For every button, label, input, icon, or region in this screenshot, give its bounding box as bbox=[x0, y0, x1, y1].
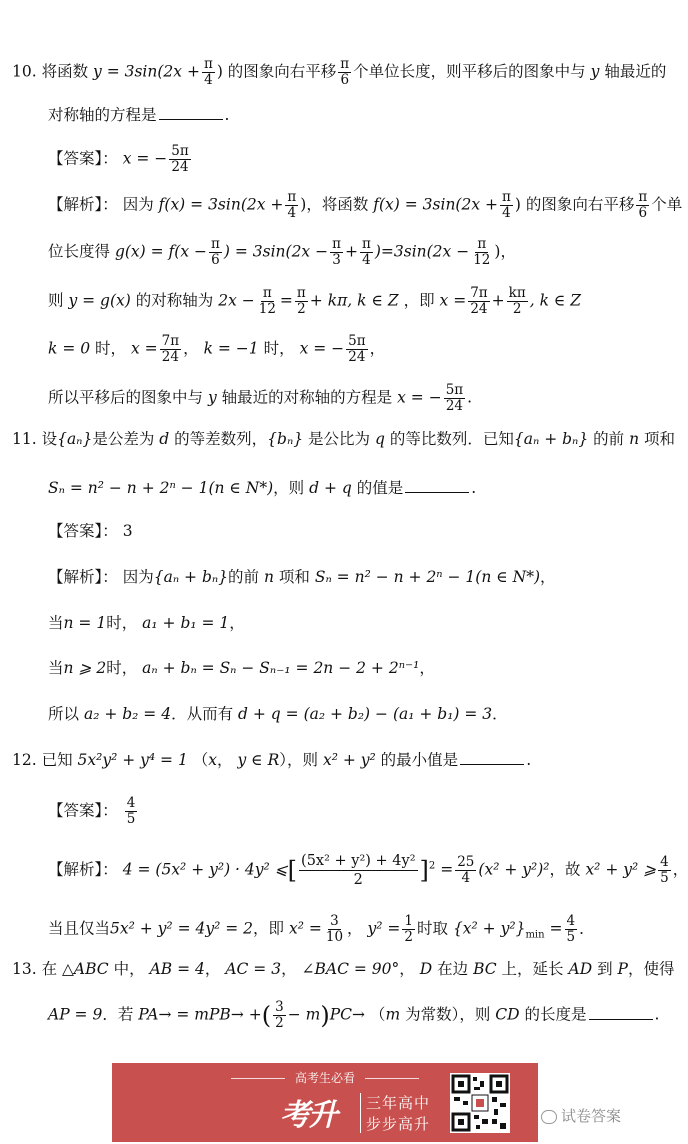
q10-formula: x = bbox=[439, 291, 467, 310]
fraction: $\frac{5\pi}{24}$ bbox=[445, 382, 464, 414]
q10-text: 轴最近的 bbox=[604, 62, 667, 81]
q12-text: ． bbox=[579, 919, 595, 938]
q10-formula: y = 3sin(2x + bbox=[93, 62, 200, 81]
fraction: $\frac{4}{5}$ bbox=[660, 854, 669, 886]
qr-code-graphic bbox=[450, 1073, 510, 1133]
q12-formula: x² = bbox=[288, 919, 322, 938]
q10-text: 位长度得 bbox=[48, 242, 111, 261]
fraction: $\frac{5\pi}{24}$ bbox=[348, 333, 366, 365]
answer-blank bbox=[589, 1005, 653, 1020]
q11-analysis-4 bbox=[48, 703, 508, 725]
q13-formula: PC→ bbox=[329, 1005, 365, 1024]
q10-formula: f(x) = 3sin(2x + bbox=[158, 195, 284, 214]
fraction: $\frac{\pi}{12}$ bbox=[473, 236, 491, 268]
fraction: $\frac{5\pi}{24}$ bbox=[171, 143, 189, 175]
qr-code-icon[interactable] bbox=[450, 1073, 510, 1133]
q13-text: 在边 bbox=[437, 960, 469, 978]
q11-text: 的前 bbox=[593, 430, 625, 448]
brand-logo: 考升 bbox=[280, 1098, 336, 1133]
q10-analysis-4 bbox=[48, 334, 385, 365]
q11-text: 时， bbox=[106, 614, 138, 632]
period: . bbox=[471, 479, 477, 497]
fraction: $\frac{25}{4}$ bbox=[457, 854, 475, 886]
slogan-line-2: 步步高升 bbox=[366, 1115, 431, 1133]
q10-text: ， bbox=[183, 339, 199, 358]
q11-text: ， bbox=[540, 568, 556, 586]
q12-text: ），则 bbox=[279, 751, 319, 769]
q10-text: ) 的图象向右平移 bbox=[514, 195, 635, 214]
q11-text: 11. 设 bbox=[12, 430, 58, 448]
q13-text: 13. 在 bbox=[12, 960, 58, 978]
q13-text: 中， bbox=[113, 960, 145, 978]
q11-line-1 bbox=[12, 428, 675, 450]
q13-var: AD bbox=[568, 960, 593, 978]
fraction: $\frac{\pi}{6}$ bbox=[211, 236, 220, 268]
q10-text: 所以平移后的图象中与 bbox=[48, 388, 204, 407]
q11-var: n bbox=[629, 430, 640, 448]
q12-formula: y ∈ R bbox=[237, 751, 280, 769]
left-paren: ( bbox=[261, 1001, 272, 1030]
q11-formula: a₂ + b₂ = 4 bbox=[83, 705, 172, 723]
q13-var: P bbox=[617, 960, 628, 978]
q11-text: 项和 bbox=[644, 430, 676, 448]
q12-text: ，故 bbox=[549, 860, 581, 879]
q10-line-1 bbox=[12, 57, 666, 88]
q10-text: 的对称轴为 bbox=[135, 291, 214, 310]
q12-text: 时取 bbox=[416, 919, 448, 938]
q13-formula: AB = 4 bbox=[149, 960, 205, 978]
answer-blank bbox=[159, 105, 223, 120]
watermark-text: 试卷答案 bbox=[561, 1107, 622, 1125]
watermark bbox=[541, 1105, 621, 1126]
answer-value: $\frac{4}{5}$ bbox=[126, 795, 136, 827]
answer-value: x = − bbox=[122, 149, 168, 168]
analysis-label: 【解析】： bbox=[48, 568, 118, 586]
q12-formula: x² + y² bbox=[322, 751, 376, 769]
answer-blank bbox=[405, 478, 469, 493]
q11-text: 当 bbox=[48, 659, 64, 677]
q11-var: d bbox=[159, 430, 170, 448]
fraction: $\frac{\pi}{2}$ bbox=[296, 285, 306, 317]
banner-top-text: 高考生必看 bbox=[294, 1071, 355, 1085]
q11-analysis-2 bbox=[48, 612, 245, 634]
q13-text: ， bbox=[281, 960, 297, 978]
fraction: $\frac{3}{10}$ bbox=[325, 913, 344, 945]
q10-formula: , k ∈ Z bbox=[529, 291, 582, 310]
q13-formula: AP = 9 bbox=[48, 1005, 103, 1024]
q10-text: 轴最近的对称轴的方程是 bbox=[221, 388, 393, 407]
q10-formula: 2x − bbox=[218, 291, 255, 310]
q12-line-1 bbox=[12, 749, 531, 771]
q11-text: 是公比为 bbox=[308, 430, 371, 448]
q10-formula: k = 0 bbox=[48, 339, 91, 358]
q11-formula: {bₙ} bbox=[267, 430, 304, 448]
q10-var: y bbox=[590, 62, 600, 81]
q10-text: ，即 bbox=[403, 291, 435, 310]
q12-text: 的最小值是 bbox=[380, 751, 459, 769]
period: . bbox=[526, 751, 532, 769]
period: . bbox=[224, 106, 230, 124]
q11-formula: a₁ + b₁ = 1 bbox=[142, 614, 230, 632]
q11-text: 时， bbox=[106, 659, 138, 677]
q10-analysis-3 bbox=[48, 286, 581, 317]
q11-text: 项和 bbox=[278, 568, 310, 586]
q13-var: m bbox=[385, 1005, 401, 1024]
q10-var: y bbox=[207, 388, 217, 407]
q10-analysis-2 bbox=[48, 237, 516, 268]
q12-formula: = bbox=[440, 860, 454, 879]
q12-formula: y² = bbox=[367, 919, 401, 938]
answer-value: 3 bbox=[122, 522, 133, 540]
q11-text: ． bbox=[492, 705, 508, 723]
promo-banner[interactable] bbox=[112, 1063, 538, 1142]
q11-formula: {aₙ + bₙ} bbox=[153, 568, 229, 586]
q11-text: ， bbox=[229, 614, 245, 632]
q10-text: 时， bbox=[95, 339, 127, 358]
q12-text: ， bbox=[347, 919, 363, 938]
period: . bbox=[654, 1005, 660, 1024]
q12-formula: {x² + y²} bbox=[452, 919, 526, 938]
divider bbox=[360, 1093, 361, 1133]
q13-line-1 bbox=[12, 958, 674, 980]
q13-var: BC bbox=[473, 960, 497, 978]
q11-text: 的值是 bbox=[356, 479, 404, 497]
q10-line-2 bbox=[48, 104, 229, 126]
q12-text: 当且仅当 bbox=[48, 919, 111, 938]
q12-text: ，即 bbox=[253, 919, 285, 938]
fraction: $\frac{3}{2}$ bbox=[275, 999, 284, 1031]
q10-formula: x = − bbox=[397, 388, 442, 407]
exponent: 2 bbox=[428, 860, 436, 872]
q10-formula: k = −1 bbox=[203, 339, 259, 358]
q10-text: 10. 将函数 bbox=[12, 62, 89, 81]
divider bbox=[231, 1078, 285, 1079]
q13-text: ，使得 bbox=[627, 960, 675, 978]
q10-formula: x = − bbox=[299, 339, 345, 358]
q10-text: ) 的图象向右平移 bbox=[216, 62, 337, 81]
q11-text: ．从而有 bbox=[171, 705, 234, 723]
q12-var: x bbox=[208, 751, 218, 769]
q12-formula: 4 = (5x² + y²) · 4y² ⩽ bbox=[122, 860, 288, 879]
q10-formula: + bbox=[344, 242, 358, 261]
q13-text: ．若 bbox=[102, 1005, 134, 1024]
slogan-line-1: 三年高中 bbox=[366, 1094, 431, 1112]
q10-formula: ) = 3sin(2x − bbox=[223, 242, 329, 261]
q12-analysis-1 bbox=[48, 852, 688, 889]
fraction: $\frac{7\pi}{24}$ bbox=[161, 333, 180, 365]
q10-text: )， bbox=[494, 242, 516, 261]
q10-formula: )=3sin(2x − bbox=[374, 242, 470, 261]
q11-text: 的等比数列．已知 bbox=[389, 430, 514, 448]
q13-var: CD bbox=[495, 1005, 520, 1024]
q10-formula: = bbox=[279, 291, 293, 310]
q11-answer bbox=[48, 520, 133, 542]
q12-formula: (x² + y²)² bbox=[478, 860, 550, 879]
q11-formula: d + q bbox=[309, 479, 352, 497]
q11-text: 的等差数列， bbox=[174, 430, 268, 448]
q11-text: 当 bbox=[48, 614, 64, 632]
q11-formula: Sₙ = n² − n + 2ⁿ − 1(n ∈ N*) bbox=[314, 568, 541, 586]
answer-label: 【答案】： bbox=[48, 522, 118, 540]
fraction: $\frac{1}{2}$ bbox=[404, 913, 413, 945]
q10-formula: + kπ, k ∈ Z bbox=[309, 291, 399, 310]
q13-formula: ∠BAC = 90° bbox=[301, 960, 400, 978]
q13-text: ， bbox=[399, 960, 415, 978]
fraction: $\frac{\pi}{4}$ bbox=[203, 56, 213, 88]
q11-var: n bbox=[263, 568, 274, 586]
q13-text: 的长度是 bbox=[524, 1005, 587, 1024]
q11-formula: {aₙ} bbox=[57, 430, 93, 448]
q10-text: )，将函数 bbox=[300, 195, 369, 214]
q10-text: 对称轴的方程是 bbox=[48, 106, 157, 124]
q13-formula: − m bbox=[287, 1005, 321, 1024]
q11-text: ， bbox=[419, 659, 435, 677]
q11-var: q bbox=[375, 430, 385, 448]
fraction: $\frac{4}{5}$ bbox=[566, 913, 576, 945]
q11-formula: aₙ + bₙ = Sₙ − Sₙ₋₁ = 2n − 2 + 2ⁿ⁻¹ bbox=[142, 659, 420, 677]
wechat-icon bbox=[541, 1110, 557, 1124]
analysis-label: 【解析】： bbox=[48, 860, 118, 879]
q12-formula: x² + y² ⩾ bbox=[585, 860, 657, 879]
q13-line-2 bbox=[48, 1000, 659, 1031]
fraction: $\frac{\pi}{4}$ bbox=[287, 189, 297, 221]
fraction: $\frac{\pi}{6}$ bbox=[340, 56, 350, 88]
q13-text: 到 bbox=[597, 960, 613, 978]
q11-text: 是公差为 bbox=[92, 430, 155, 448]
q10-formula: f(x) = 3sin(2x + bbox=[373, 195, 498, 214]
q13-text: ， bbox=[204, 960, 221, 978]
period: . bbox=[467, 388, 473, 407]
fraction: $\frac{\pi}{6}$ bbox=[638, 189, 648, 221]
q11-text: 的前 bbox=[228, 568, 260, 586]
q12-analysis-2 bbox=[48, 914, 595, 947]
q13-text: 为常数），则 bbox=[405, 1005, 491, 1024]
q13-formula: PA→ = mPB→ + bbox=[138, 1005, 262, 1024]
q12-formula: 5x² + y² = 4y² = 2 bbox=[110, 919, 254, 938]
q10-formula: x = bbox=[131, 339, 158, 358]
q12-text: ， bbox=[217, 751, 233, 769]
fraction: $\frac{\pi}{12}$ bbox=[258, 285, 276, 317]
q11-formula: d + q = (a₂ + b₂) − (a₁ + b₁) = 3 bbox=[238, 705, 493, 723]
q10-text: 个单 bbox=[651, 195, 683, 214]
q11-formula: n ⩾ 2 bbox=[63, 659, 107, 677]
right-paren: ) bbox=[320, 1001, 330, 1030]
q12-text: 12. 已知 bbox=[12, 751, 73, 769]
q11-formula: {aₙ + bₙ} bbox=[513, 430, 589, 448]
q11-text: 因为 bbox=[122, 568, 154, 586]
q11-formula: n = 1 bbox=[63, 614, 107, 632]
q10-text: 个单位长度，则平移后的图象中与 bbox=[353, 62, 586, 81]
answer-label: 【答案】： bbox=[48, 801, 118, 820]
q10-formula: + bbox=[491, 291, 505, 310]
q10-text: ， bbox=[369, 339, 386, 358]
q11-analysis-3 bbox=[48, 657, 435, 679]
fraction: $\frac{k\pi}{2}$ bbox=[508, 285, 526, 317]
q11-analysis-1 bbox=[48, 566, 556, 588]
q10-answer bbox=[48, 144, 193, 175]
q13-formula: △ABC bbox=[62, 960, 109, 978]
q13-formula: AC = 3 bbox=[225, 960, 282, 978]
q12-answer bbox=[48, 796, 139, 827]
subscript-min: min bbox=[525, 929, 545, 941]
q11-formula: Sₙ = n² − n + 2ⁿ − 1(n ∈ N*) bbox=[48, 479, 274, 497]
analysis-label: 【解析】： bbox=[48, 195, 118, 214]
fraction: $\frac{\text{(5x² + y²) + 4y²}}{2}$ bbox=[301, 853, 416, 888]
q10-analysis-5 bbox=[48, 383, 472, 414]
fraction: $\frac{\pi}{4}$ bbox=[361, 236, 371, 268]
q11-text: ，则 bbox=[273, 479, 305, 497]
fraction: $\frac{7\pi}{24}$ bbox=[470, 285, 488, 317]
fraction: $\frac{\pi}{3}$ bbox=[332, 236, 341, 268]
q10-formula: g(x) = f(x − bbox=[114, 242, 207, 261]
q10-text: 则 bbox=[48, 291, 64, 310]
q12-formula: = bbox=[549, 919, 563, 938]
q11-text: 所以 bbox=[48, 705, 80, 723]
divider bbox=[365, 1078, 419, 1079]
q10-text: 时， bbox=[263, 339, 295, 358]
left-bracket: [ bbox=[287, 856, 298, 885]
right-bracket: ] bbox=[419, 856, 429, 885]
q12-text: ， bbox=[672, 860, 688, 879]
q13-var: D bbox=[419, 960, 433, 978]
q12-text: （ bbox=[192, 751, 209, 769]
q10-analysis-1 bbox=[48, 190, 682, 221]
answer-blank bbox=[460, 750, 524, 765]
fraction: $\frac{\pi}{4}$ bbox=[502, 189, 511, 221]
q10-formula: y = g(x) bbox=[68, 291, 131, 310]
q10-text: 因为 bbox=[122, 195, 154, 214]
q13-text: （ bbox=[369, 1005, 386, 1024]
answer-label: 【答案】： bbox=[48, 149, 118, 168]
q13-text: 上，延长 bbox=[501, 960, 564, 978]
q11-line-2 bbox=[48, 477, 476, 499]
q12-formula: 5x²y² + y⁴ = 1 bbox=[77, 751, 188, 769]
